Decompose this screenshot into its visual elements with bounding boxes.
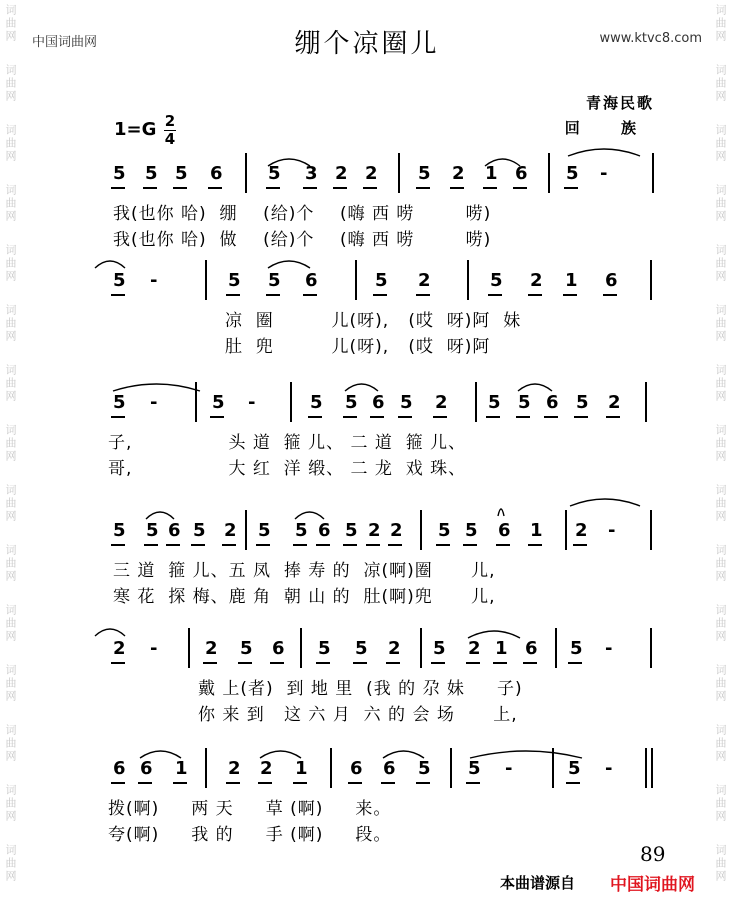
watermark-text: 词曲网 [714,844,727,883]
note: 5 [400,392,413,413]
watermark-text: 词曲网 [714,4,727,43]
watermark-text: 词曲网 [4,604,17,643]
note: - [150,638,158,659]
note-underline [348,782,362,784]
note: 2 [228,758,241,779]
note: 1 [295,758,308,779]
page-number: 89 [640,842,666,866]
note: 5 [268,163,281,184]
note-underline [308,416,322,418]
note: 2 [368,520,381,541]
note: 2 [575,520,588,541]
slur [570,499,640,506]
note-underline [563,294,577,296]
note: 6 [372,392,385,413]
time-sig-bottom: 4 [164,130,176,148]
bar-line [650,628,652,668]
note-underline [486,416,500,418]
note: 5 [258,520,271,541]
bar-line [652,153,654,193]
note-underline [266,187,280,189]
bar-line [188,628,190,668]
watermark-text: 词曲网 [4,424,17,463]
bar-line [420,628,422,668]
slur [383,751,424,758]
note: 2 [435,392,448,413]
bar-line [300,628,302,668]
note: 6 [383,758,396,779]
note-underline [111,416,125,418]
note-underline [258,782,272,784]
note: 5 [240,638,253,659]
slur [498,509,504,516]
note-underline [496,544,510,546]
note: 6 [168,520,181,541]
note-underline [366,544,380,546]
note-underline [416,187,430,189]
note: 5 [228,270,241,291]
watermark-text: 词曲网 [4,124,17,163]
bar-line [475,382,477,422]
bar-line [205,260,207,300]
note-underline [138,782,152,784]
watermark-text: 词曲网 [4,304,17,343]
slur [268,261,310,268]
note: 3 [305,163,318,184]
bar-line [450,748,452,788]
note-underline [488,294,502,296]
note-underline [191,544,205,546]
note-underline [436,544,450,546]
watermark-text: 词曲网 [4,724,17,763]
note: 2 [205,638,218,659]
bar-line [398,153,400,193]
note: - [505,758,513,779]
watermark-text: 词曲网 [4,844,17,883]
slur [295,512,324,519]
note-underline [416,294,430,296]
note: 1 [530,520,543,541]
note-underline [303,187,317,189]
note-underline [433,416,447,418]
note: 5 [212,392,225,413]
watermark-text: 词曲网 [714,124,727,163]
note: 6 [272,638,285,659]
note-underline [528,544,542,546]
lyric-verse-1: 三 道 箍 儿、五 凤 捧 寿 的 凉(啊)圈 儿, [113,561,496,581]
watermark-text: 词曲网 [714,304,727,343]
note-underline [173,187,187,189]
bar-line [290,382,292,422]
note: 2 [113,638,126,659]
note-underline [528,294,542,296]
bar-line [650,510,652,550]
note: - [150,392,158,413]
watermark-text: 词曲网 [714,64,727,103]
note-underline [111,187,125,189]
note: 5 [175,163,188,184]
note: 6 [605,270,618,291]
source-label: 本曲谱源自 [500,874,576,892]
note-underline [111,294,125,296]
note-underline [343,544,357,546]
watermark-text: 词曲网 [714,364,727,403]
note: 5 [375,270,388,291]
note-underline [256,544,270,546]
note-underline [270,662,284,664]
slur [113,384,200,391]
header-url: www.ktvc8.com [599,31,702,46]
bar-line [651,748,653,788]
note: 5 [193,520,206,541]
watermark-text: 词曲网 [714,184,727,223]
note: 2 [365,163,378,184]
note-underline [483,187,497,189]
bar-line [330,748,332,788]
note: 5 [566,163,579,184]
note: 2 [530,270,543,291]
note-underline [463,544,477,546]
lyric-verse-1: 戴 上(者) 到 地 里 (我 的 尕 妹 子) [198,679,523,699]
note: 5 [490,270,503,291]
note-underline [416,782,430,784]
note-underline [226,294,240,296]
note-underline [333,187,347,189]
note-underline [398,416,412,418]
note: 5 [113,392,126,413]
note-underline [111,662,125,664]
bar-line [195,382,197,422]
note: 6 [546,392,559,413]
slur [468,631,520,638]
note: 6 [498,520,511,541]
bar-line [355,260,357,300]
note: 5 [318,638,331,659]
note: 1 [495,638,508,659]
note-underline [370,416,384,418]
note: 1 [485,163,498,184]
note-underline [343,416,357,418]
note-underline [210,416,224,418]
bar-line [467,260,469,300]
watermark-text: 词曲网 [714,484,727,523]
lyric-verse-2: 你 来 到 这 六 月 六 的 会 场 上, [198,705,518,725]
note: 2 [468,638,481,659]
watermark-text: 词曲网 [4,64,17,103]
note-underline [238,662,252,664]
note-underline [568,662,582,664]
lyric-verse-2: 我(也你 哈) 做 (给)个 (嗨 西 唠 唠) [113,230,492,250]
note: 2 [418,270,431,291]
note: - [605,638,613,659]
note-underline [316,544,330,546]
watermark-text: 词曲网 [4,784,17,823]
key-signature: 1=G [114,119,157,140]
lyric-verse-1: 我(也你 哈) 绷 (给)个 (嗨 西 唠 唠) [113,204,492,224]
lyric-verse-1: 拨(啊) 两 天 草 (啊) 来。 [108,799,392,819]
lyric-verse-1: 子, 头 道 箍 儿、 二 道 箍 儿、 [108,433,467,453]
note-underline [143,187,157,189]
note: 5 [576,392,589,413]
note-underline [381,782,395,784]
note: - [608,520,616,541]
note-underline [431,662,445,664]
note-underline [388,544,402,546]
note: 5 [355,638,368,659]
watermark-text: 词曲网 [714,244,727,283]
note: 1 [175,758,188,779]
note: 6 [515,163,528,184]
watermark-text: 词曲网 [4,664,17,703]
slur [345,384,378,391]
note-underline [493,662,507,664]
note-underline [450,187,464,189]
note: 2 [608,392,621,413]
note-underline [516,416,530,418]
watermark-text: 词曲网 [714,544,727,583]
note: 6 [210,163,223,184]
note-underline [293,544,307,546]
bar-line [645,382,647,422]
note: 5 [145,163,158,184]
note: 2 [452,163,465,184]
time-sig-top: 2 [164,112,176,130]
header-site: 中国词曲网 [32,35,98,50]
note-underline [144,544,158,546]
note: 5 [295,520,308,541]
note: - [605,758,613,779]
note: 5 [146,520,159,541]
note: - [150,270,158,291]
note-underline [606,416,620,418]
note: 6 [350,758,363,779]
note: 6 [113,758,126,779]
note-underline [111,544,125,546]
lyric-verse-2: 哥, 大 红 洋 缎、 二 龙 戏 珠、 [108,459,467,479]
bar-line [552,748,554,788]
note: 5 [113,520,126,541]
lyric-verse-2: 寒 花 探 梅、鹿 角 朝 山 的 肚(啊)兜 儿, [113,587,496,607]
bar-line [205,748,207,788]
bar-line [548,153,550,193]
note-underline [316,662,330,664]
watermark-text: 词曲网 [714,604,727,643]
note-underline [266,294,280,296]
note: 5 [113,270,126,291]
note-underline [386,662,400,664]
note: 5 [465,520,478,541]
note-underline [566,782,580,784]
note-underline [226,782,240,784]
watermark-text: 词曲网 [4,544,17,583]
note-underline [466,662,480,664]
note: 6 [525,638,538,659]
song-origin: 青海民歌 [585,94,654,112]
note: 5 [433,638,446,659]
bar-line [245,510,247,550]
watermark-text: 词曲网 [714,664,727,703]
slur [260,751,301,758]
note: 2 [335,163,348,184]
note: 2 [224,520,237,541]
note-underline [523,662,537,664]
note: 1 [565,270,578,291]
watermark-text: 词曲网 [714,784,727,823]
note: 6 [140,758,153,779]
bar-line [645,748,647,788]
bar-line [245,153,247,193]
note-underline [203,662,217,664]
note-underline [573,544,587,546]
note: - [600,163,608,184]
note: 5 [488,392,501,413]
note: 5 [570,638,583,659]
source-site: 中国词曲网 [610,875,695,895]
note-underline [564,187,578,189]
slur [518,384,552,391]
slur [95,629,125,636]
slur [95,261,125,268]
note-underline [466,782,480,784]
lyric-verse-1: 凉 圈 儿(呀), (哎 呀)阿 妹 [225,311,522,331]
lyric-verse-2: 肚 兜 儿(呀), (哎 呀)阿 [225,337,491,357]
bar-line [650,260,652,300]
watermark-text: 词曲网 [714,424,727,463]
watermark-text: 词曲网 [4,244,17,283]
note-underline [208,187,222,189]
note: 2 [260,758,273,779]
watermark-text: 词曲网 [4,364,17,403]
song-ethnicity: 回 族 [564,119,654,137]
note-underline [574,416,588,418]
note-underline [111,782,125,784]
note: 2 [390,520,403,541]
slur [146,512,174,519]
note: - [248,392,256,413]
bar-line [565,510,567,550]
note-underline [303,294,317,296]
note: 5 [345,520,358,541]
note-underline [353,662,367,664]
slur [470,751,582,758]
bar-line [420,510,422,550]
note-underline [603,294,617,296]
note: 5 [518,392,531,413]
note: 5 [568,758,581,779]
note: 6 [305,270,318,291]
watermark-text: 词曲网 [714,724,727,763]
song-title: 绷个凉圈儿 [294,29,440,59]
note: 5 [113,163,126,184]
note: 5 [468,758,481,779]
note: 5 [310,392,323,413]
slur [568,149,640,156]
note: 2 [388,638,401,659]
note-underline [173,782,187,784]
note-underline [222,544,236,546]
bar-line [555,628,557,668]
watermark-text: 词曲网 [4,184,17,223]
watermark-text: 词曲网 [4,4,17,43]
lyric-verse-2: 夸(啊) 我 的 手 (啊) 段。 [108,825,392,845]
slur [140,751,181,758]
watermark-text: 词曲网 [4,484,17,523]
note-underline [373,294,387,296]
note: 5 [418,163,431,184]
note-underline [544,416,558,418]
note-underline [293,782,307,784]
note: 6 [318,520,331,541]
note: 5 [268,270,281,291]
note: 5 [345,392,358,413]
note-underline [166,544,180,546]
note-underline [513,187,527,189]
note: 5 [418,758,431,779]
note-underline [363,187,377,189]
note: 5 [438,520,451,541]
